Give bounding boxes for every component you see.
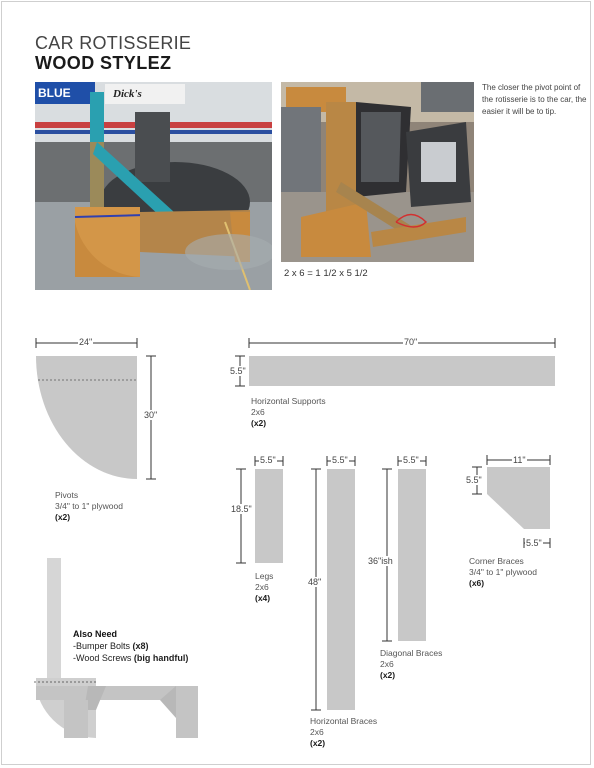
horizontal-support-material: 2x6	[251, 407, 265, 417]
horizontal-brace-qty: (x2)	[310, 738, 326, 748]
corner-brace-width-label: 11"	[513, 455, 526, 465]
leg-name: Legs	[255, 571, 274, 581]
horizontal-brace-material: 2x6	[310, 727, 324, 737]
diagonal-brace-part	[398, 469, 426, 641]
also-need-item-wood-screws	[73, 652, 188, 664]
horizontal-support-qty: (x2)	[251, 418, 267, 428]
leg-length-label: 18.5"	[231, 504, 252, 514]
horizontal-brace-name: Horizontal Braces	[310, 716, 378, 726]
leg-length-dim	[236, 469, 246, 563]
photo1-sign-dicks: Dick's	[113, 88, 142, 100]
wood-screws-qty: (big handful)	[133, 653, 189, 663]
pivot-height-label: 30"	[144, 410, 158, 420]
corner-brace-qty: (x6)	[469, 578, 485, 588]
title-line-1: CAR ROTISSERIE	[35, 33, 192, 53]
horizontal-support-label	[251, 396, 326, 429]
corner-brace-label	[469, 556, 537, 589]
leg-material: 2x6	[255, 582, 269, 592]
horizontal-support-part	[249, 356, 555, 386]
diagonal-brace-length-label: 36"ish	[368, 556, 393, 566]
horizontal-support-name: Horizontal Supports	[251, 396, 326, 406]
diagonal-brace-length-dim	[382, 469, 392, 641]
horizontal-brace-length-label: 48"	[308, 577, 322, 587]
leg-label	[255, 571, 273, 604]
photo1-sign-blue: BLUE	[38, 86, 71, 100]
corner-brace-bottom-label: 5.5"	[526, 538, 542, 548]
corner-brace-name: Corner Braces	[469, 556, 524, 566]
wood-screws-text: -Wood Screws	[73, 653, 134, 663]
corner-brace-material: 3/4" to 1" plywood	[469, 567, 537, 577]
also-need-item-bumper-bolts	[73, 640, 188, 652]
diagonal-brace-label	[380, 648, 442, 681]
bumper-bolts-qty: (x8)	[132, 641, 149, 651]
lumber-size-caption: 2 x 6 = 1 1/2 x 5 1/2	[284, 268, 368, 279]
title-line-2: WOOD STYLEZ	[35, 53, 172, 73]
pivot-note: The closer the pivot point of the rotisserie is to the car, the easier it will be to tip.	[482, 83, 587, 116]
pivot-label	[55, 490, 123, 523]
pivot-material: 3/4" to 1" plywood	[55, 501, 123, 511]
horizontal-brace-width-label: 5.5"	[332, 455, 348, 465]
diagonal-brace-qty: (x2)	[380, 670, 396, 680]
horizontal-brace-length-dim	[311, 469, 321, 710]
corner-brace-part	[487, 467, 550, 529]
leg-width-label: 5.5"	[260, 455, 276, 465]
horizontal-support-width-label: 5.5"	[230, 366, 246, 376]
leg-qty: (x4)	[255, 593, 271, 603]
also-need-list	[73, 628, 188, 664]
horizontal-brace-part	[327, 469, 355, 710]
bumper-bolts-text: -Bumper Bolts	[73, 641, 133, 651]
pivot-part	[36, 356, 137, 479]
pivot-name: Pivots	[55, 490, 79, 500]
horizontal-support-length-dim	[249, 338, 555, 348]
horizontal-brace-label	[310, 716, 377, 749]
pivot-qty: (x2)	[55, 512, 71, 522]
pivot-width-label: 24"	[79, 337, 93, 347]
leg-part	[255, 469, 283, 563]
horizontal-support-length-label: 70"	[404, 337, 418, 347]
diagonal-brace-width-label: 5.5"	[403, 455, 419, 465]
also-need-heading: Also Need	[73, 629, 118, 639]
diagonal-brace-name: Diagonal Braces	[380, 648, 443, 658]
corner-brace-height-label: 5.5"	[466, 475, 482, 485]
diagonal-brace-material: 2x6	[380, 659, 394, 669]
